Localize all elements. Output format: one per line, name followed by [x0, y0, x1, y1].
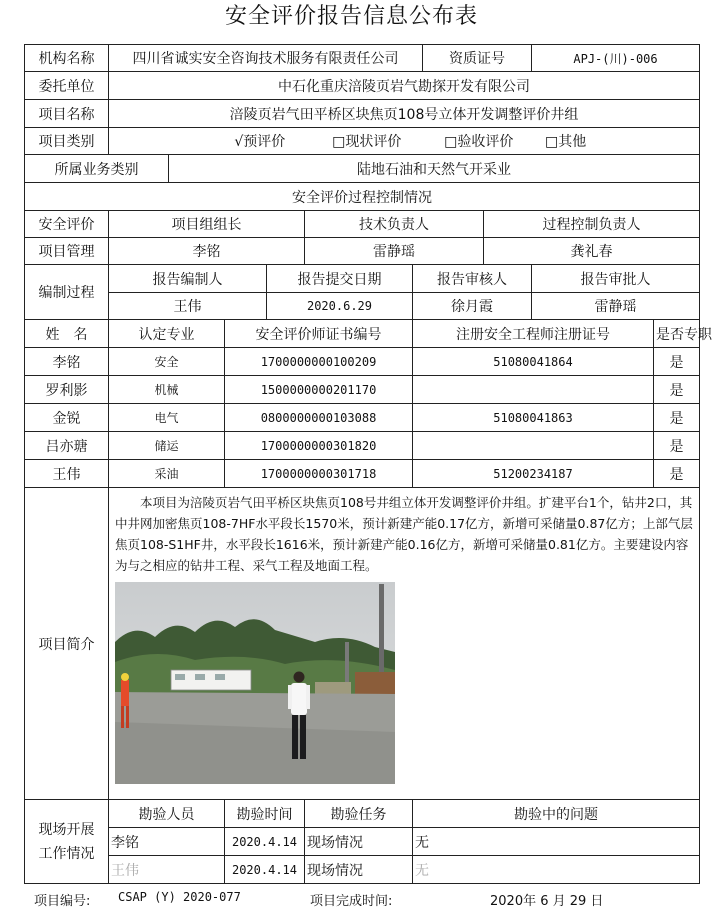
site-header-task: 勘验任务: [305, 800, 413, 828]
staff-fulltime: 是: [654, 348, 700, 376]
project-name-label: 项目名称: [25, 100, 109, 128]
staff-major: 电气: [109, 404, 225, 432]
compilation-header-reviewer: 报告审核人: [413, 265, 532, 293]
org-name: 四川省诚实安全咨询技术服务有限责任公司: [109, 45, 423, 72]
completion-label: 项目完成时间:: [310, 894, 393, 909]
staff-name: 罗利影: [25, 376, 109, 404]
compilation-header-author: 报告编制人: [109, 265, 267, 293]
page-title: 安全评价报告信息公布表: [224, 4, 478, 29]
compilation-approver: 雷静瑶: [532, 293, 700, 320]
option-other: □其他: [545, 134, 587, 150]
project-type-options: [109, 128, 700, 155]
management-control: 龚礼春: [484, 238, 700, 265]
table-row: [25, 432, 700, 460]
site-header-person: 勘验人员: [109, 800, 225, 828]
staff-fulltime: 是: [654, 376, 700, 404]
intro-label: 项目简介: [25, 488, 109, 800]
staff-cert: 1700000000100209: [225, 348, 413, 376]
business-label: 所属业务类别: [25, 155, 169, 183]
staff-header-fulltime: 是否专职: [654, 320, 700, 348]
business-value: 陆地石油和天然气开采业: [169, 155, 700, 183]
staff-cert: 1700000000301718: [225, 460, 413, 488]
site-task: 现场情况: [305, 828, 413, 856]
completion-date: 2020年 6 月 29 日: [490, 894, 604, 909]
table-row: [25, 376, 700, 404]
management-header-leader: 项目组组长: [109, 211, 305, 238]
intro-text: 本项目为涪陵页岩气田平桥区块焦页108号井组立体开发调整评价井组。扩建平台1个，钻井2口，其中井网加密焦页108-7HF水平段长1570米，预计新建产能0.17亿方，新增可采储量0.87亿方；上部气层焦页108-S1HF井，水平段长1616米，预计新建产能0.16亿方，新增可采储量0.81亿方。主要建设内容为与之相应的钻井工程、采气工程及地面工程。: [115, 495, 693, 573]
management-header-tech: 技术负责人: [305, 211, 484, 238]
staff-name: 金锐: [25, 404, 109, 432]
site-header-date: 勘验时间: [225, 800, 305, 828]
project-number: CSAP (Y) 2020-077: [118, 890, 241, 904]
staff-cert: 1700000000301820: [225, 432, 413, 460]
compilation-label: 编制过程: [25, 265, 109, 320]
table-row: [25, 828, 700, 856]
compilation-date: 2020.6.29: [267, 293, 413, 320]
site-photo: [115, 582, 395, 784]
management-header-control: 过程控制负责人: [484, 211, 700, 238]
management-tech: 雷静瑶: [305, 238, 484, 265]
staff-reg: 51080041863: [413, 404, 654, 432]
site-person: 王伟: [109, 856, 225, 884]
site-person: 李铭: [109, 828, 225, 856]
client-label: 委托单位: [25, 72, 109, 100]
table-row: [25, 460, 700, 488]
client-value: 中石化重庆涪陵页岩气勘探开发有限公司: [109, 72, 700, 100]
staff-reg: [413, 376, 654, 404]
org-name-label: 机构名称: [25, 45, 109, 72]
compilation-reviewer: 徐月霞: [413, 293, 532, 320]
site-issue: 无: [413, 856, 700, 884]
compilation-header-date: 报告提交日期: [267, 265, 413, 293]
staff-cert: 1500000000201170: [225, 376, 413, 404]
staff-header-reg: 注册安全工程师注册证号: [413, 320, 654, 348]
cert-label: 资质证号: [423, 45, 532, 72]
site-date: 2020.4.14: [225, 856, 305, 884]
option-pre-evaluation: √预评价: [234, 134, 286, 150]
staff-header-cert: 安全评价师证书编号: [225, 320, 413, 348]
staff-fulltime: 是: [654, 432, 700, 460]
staff-header-name: 姓 名: [25, 320, 109, 348]
site-header-issue: 勘验中的问题: [413, 800, 700, 828]
table-row: [25, 856, 700, 884]
info-table: [24, 44, 712, 884]
site-label-line-1: 现场开展: [38, 821, 95, 838]
staff-name: 王伟: [25, 460, 109, 488]
management-label-2: 项目管理: [25, 238, 109, 265]
site-label-line-2: 工作情况: [38, 845, 95, 862]
staff-reg: 51080041864: [413, 348, 654, 376]
cert-number: APJ-(川)-006: [532, 45, 700, 72]
staff-major: 安全: [109, 348, 225, 376]
staff-major: 采油: [109, 460, 225, 488]
management-leader: 李铭: [109, 238, 305, 265]
table-row: [25, 404, 700, 432]
staff-name: 李铭: [25, 348, 109, 376]
staff-major: 储运: [109, 432, 225, 460]
intro-content: [109, 488, 700, 800]
staff-major: 机械: [109, 376, 225, 404]
project-name-value: 涪陵页岩气田平桥区块焦页108号立体开发调整评价井组: [109, 100, 700, 128]
compilation-header-approver: 报告审批人: [532, 265, 700, 293]
compilation-author: 王伟: [109, 293, 267, 320]
table-row: [25, 348, 700, 376]
staff-fulltime: 是: [654, 404, 700, 432]
site-task: 现场情况: [305, 856, 413, 884]
staff-reg: 51200234187: [413, 460, 654, 488]
project-number-label: 项目编号:: [34, 894, 91, 909]
option-status-evaluation: □现状评价: [332, 134, 402, 150]
staff-fulltime: 是: [654, 460, 700, 488]
staff-name: 吕亦瑭: [25, 432, 109, 460]
staff-header-major: 认定专业: [109, 320, 225, 348]
staff-reg: [413, 432, 654, 460]
option-acceptance-evaluation: □验收评价: [444, 134, 514, 150]
site-date: 2020.4.14: [225, 828, 305, 856]
project-type-label: 项目类别: [25, 128, 109, 155]
site-label: [25, 800, 109, 884]
staff-cert: 0800000000103088: [225, 404, 413, 432]
process-title: 安全评价过程控制情况: [25, 183, 700, 211]
management-label-1: 安全评价: [25, 211, 109, 238]
site-issue: 无: [413, 828, 700, 856]
